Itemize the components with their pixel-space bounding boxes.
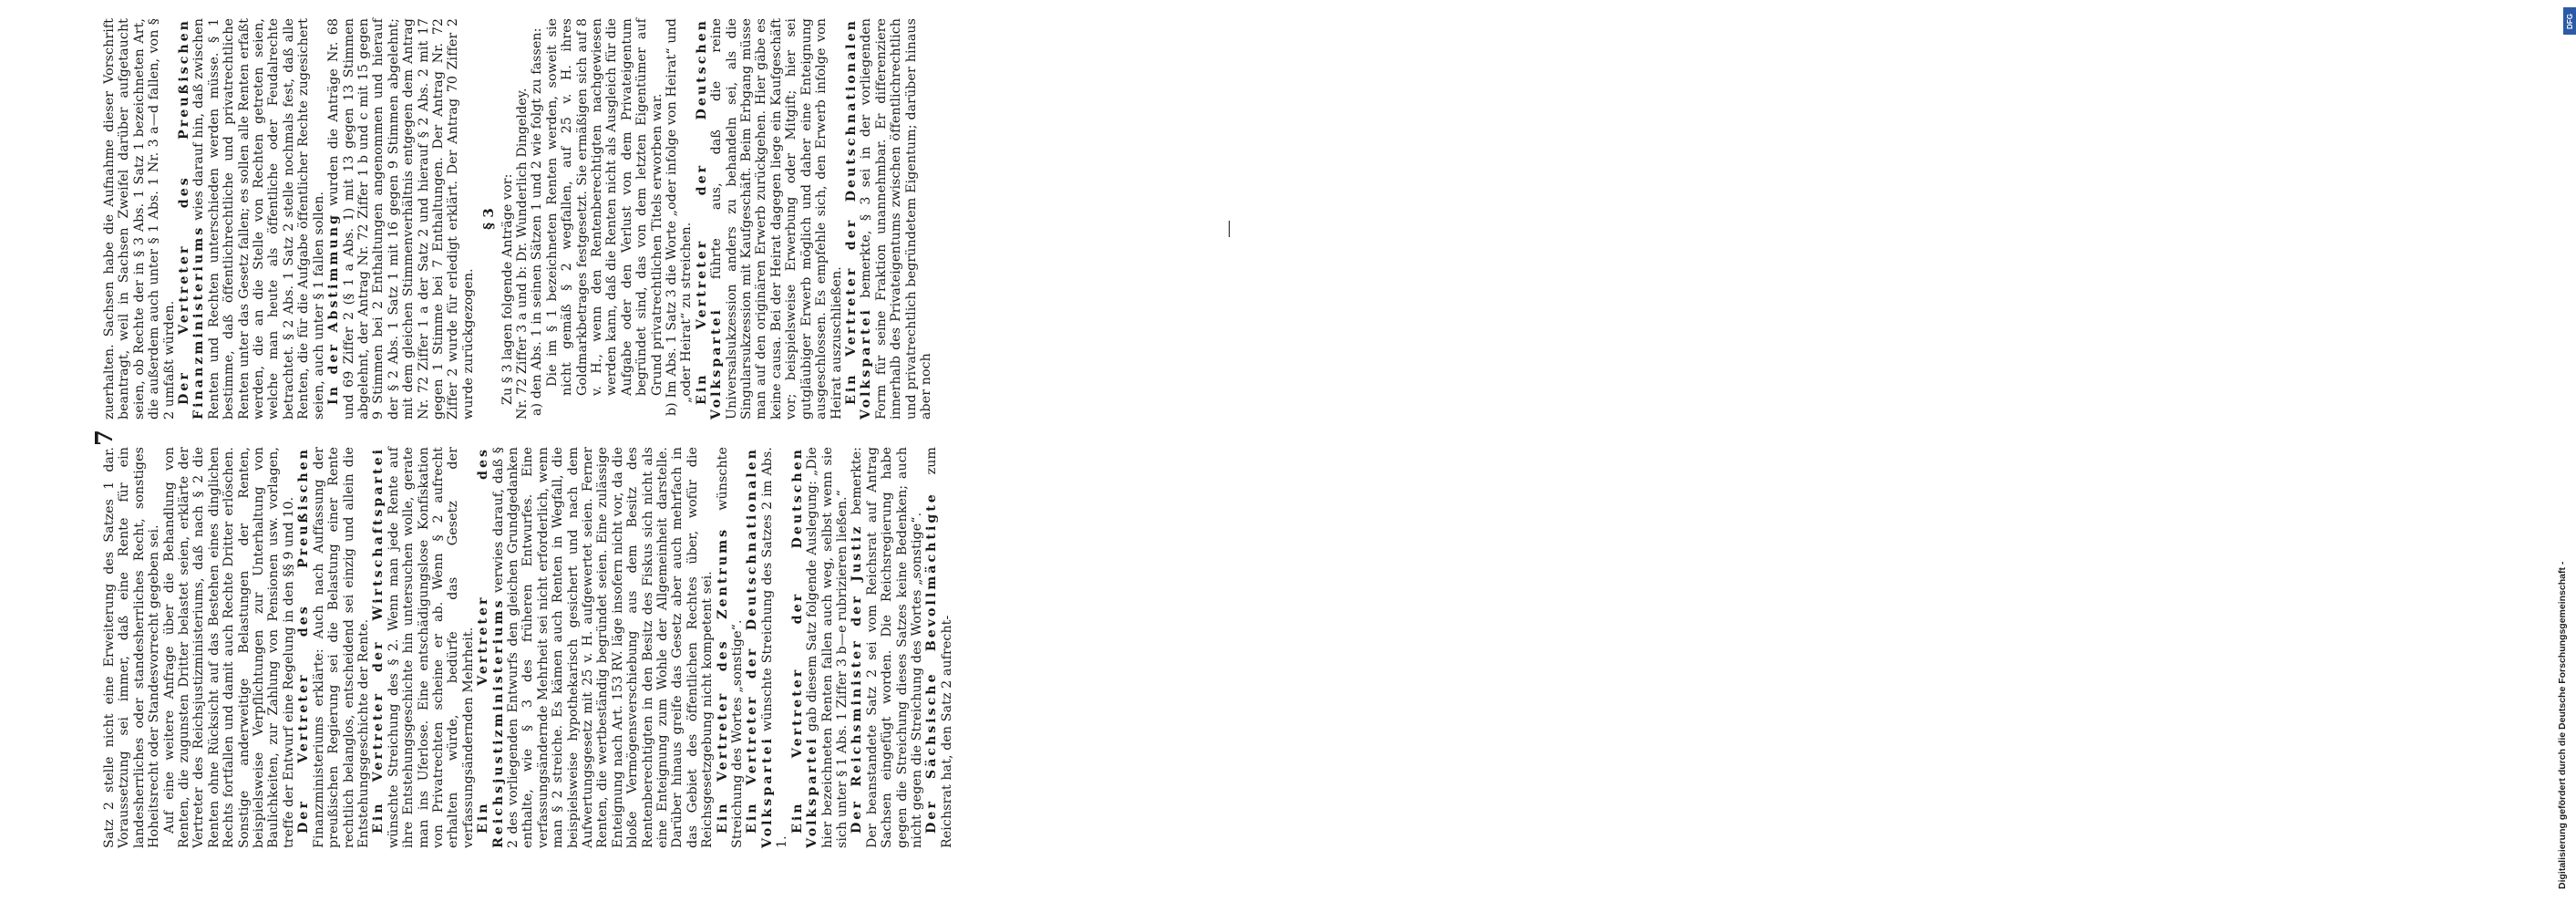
paragraph — [745, 447, 789, 848]
speaker-label: Der Vertreter des Preußischen — [296, 447, 312, 834]
list-item — [665, 18, 695, 420]
right-column — [102, 18, 933, 420]
paragraph-text: zum Reichsrat hat, den Satz 2 aufrecht- — [924, 447, 954, 848]
speaker-label: In der Abstimmung — [326, 212, 342, 405]
paragraph — [326, 18, 476, 420]
speaker-label: Ein Vertreter der Wirtschaftspartei — [371, 447, 386, 834]
paragraph: zuerhalten. Sachsen habe die Aufnahme dieser Vorschrift beantragt, weil in Sachsen Zweifel darüber aufgetaucht seien, ob Rechte der in § 3 Abs. 1 Satz 1 bezeichneten Art, die außerdem auch unter § 1 Abs. 1 Nr. 3 a—d fallen, von § 2 umfaßt würden. — [102, 18, 177, 420]
list-item-text: den Abs. 1 in seinen Sätzen 1 und 2 wie folgt zu fassen: — [530, 27, 545, 399]
speaker-label: Ein Vertreter der Deutschnationalen Volkspartei — [843, 18, 874, 420]
list-item-label: a) — [530, 402, 545, 416]
page-number: 7 — [91, 429, 118, 447]
paragraph — [924, 447, 954, 848]
paragraph: Nr. 72 Ziffer 3 a und b: Dr. Wunderlich Dingeldey. — [514, 88, 530, 420]
paragraph — [177, 18, 326, 420]
page-content — [91, 0, 1240, 876]
paragraph-text: wünschte Streichung des Satzes 2 im Abs. 1. — [759, 447, 790, 848]
paragraph: Satz 2 stelle nicht eine Erweiterung des Satzes 1 dar. Voraussetzung sei immer, daß eine Rente für ein landesherrliches oder standesherrliches Recht, sonstiges Hoheitsrecht oder Standesvorrecht gegeben sei. — [102, 447, 162, 848]
paragraph — [371, 447, 476, 848]
dfg-logo-text: DFG — [2565, 13, 2574, 29]
paragraph-text: bemerkte, § 3 sei in der vorliegenden Form für seine Fraktion unannehmbar. Er differenziere innerhalb des Privateigentums zwischen öffentlichrechtlich und privatrechtlich begründetem Eigentum; darüber hinaus aber noch — [859, 18, 933, 420]
speaker-label: Ein Vertreter des Reichsjustizministeriums — [476, 447, 506, 848]
paragraph-text: führte aus, daß die reine Universalsukzession anders zu behandeln sei, als die Singularsukzession mit Kaufgeschäft. Beim Erbgang müsse man auf den originären Erwerb zurückgehen. Hier gäbe es keine causa. Bei der Heirat dagegen liege ein Kaufgeschäft vor; beispielsweise Erwerbung oder Mitgift; hier sei gutgläubiger Erwerb möglich und daher eine Enteignung ausgeschlossen. Es empfehle sich, den Erwerb infolge von Heirat auszuschließen. — [709, 18, 844, 420]
paragraph-text: wünschte Streichung des Wortes „sonstige“. — [715, 447, 746, 848]
digitization-note: Digitalisierung gefördert durch die Deutsche Forschungsgemeinschaft - — [2557, 561, 2568, 889]
paragraph-text: wies darauf hin, daß zwischen Renten und Rechten unterschieden werden müsse. § 1 bestimme, daß öffentlichrechtliche und privatrechtliche Renten unter das Gesetz fallen; es sollen alle Renten erfaßt werden, die an die Stelle von Rechten getreten seien, welche man heute als öffentliche oder Feudalrechte betrachtet. § 2 Abs. 1 Satz 2 stelle nochmals fest, daß alle Renten, die für die Aufgabe öffentlicher Rechte zugesichert seien, auch unter § 1 fallen sollen. — [191, 18, 326, 420]
paragraph — [844, 18, 933, 420]
paragraph — [716, 447, 746, 848]
speaker-label: Ein Vertreter der Deutschen Volkspartei — [789, 447, 820, 848]
speaker-label: Ein Vertreter der Deutschnationalen Volkspartei — [745, 447, 775, 848]
paragraph-text: gab diesem Satz folgende Auslegung: „Die hier bezeichneten Renten fallen auch weg, selbst wenn sie sich unter § 1 Abs. 1 Ziffer 3 b—e rubrizieren ließen.“ — [805, 447, 850, 848]
list-item-label: b) — [665, 402, 680, 416]
left-column — [102, 447, 954, 848]
dfg-logo — [2563, 7, 2576, 35]
digitization-footer — [1269, 0, 2574, 912]
paragraph-text: wurden die Anträge Nr. 68 und 69 Ziffer 2 (§ 1 a Abs. 1) mit 13 gegen 13 Stimmen abgelehnt, der Antrag Nr. 72 Ziffer 1 b und c mit 15 gegen 9 Stimmen bei 2 Enthaltungen angenommen und hierauf der § 2 Abs. 1 Satz 1 mit 16 gegen 9 Stimmen abgelehnt; mit dem gleichen Stimmenverhältnis entgegen dem Antrag Nr. 72 Ziffer 1 a der Satz 2 und hierauf § 2 Abs. 2 mit 17 gegen 1 Stimme bei 7 Enthaltungen. Der Antrag Nr. 72 Ziffer 2 wurde für erledigt erklärt. Der Antrag 70 Ziffer 2 wurde zurückgezogen. — [326, 18, 476, 420]
scanned-page — [91, 0, 1240, 876]
paragraph — [476, 447, 716, 848]
page-end-rule — [1229, 221, 1230, 237]
speaker-label: Der Reichsminister der Justiz — [850, 523, 865, 834]
quoted-text: Die im § 1 bezeichneten Renten werden, soweit sie nicht gemäß § 2 wegfallen, auf 25 v. H. ihres Goldmarkbetrages festgesetzt. Sie ermäßigen sich auf 8 v. H., wenn den Rentenberechtigten nachgewiesen werden kann, daß die Renten nicht als Ausgleich für die Aufgabe oder den Verlust von dem Privateigentum begründet sind, das von dem letzten Eigentümer auf Grund privatrechtlichen Titels erworben war. — [544, 18, 665, 396]
paragraph — [790, 447, 850, 848]
speaker-label: Ein Vertreter des Zentrums — [715, 526, 730, 834]
list-item-text: Im Abs. 1 Satz 3 die Worte „oder infolge von Heirat“ und „oder Heirat“ zu streichen. — [665, 18, 695, 403]
paragraph — [695, 18, 844, 420]
speaker-label: Der Sächsische Bevollmächtigte — [924, 492, 940, 834]
paragraph-text: wünschte Streichung des § 2. Wenn man jede Rente auf ihre Entstehungsgeschichte hin untersuchen wolle, gerate man ins Uferlose. Eine entschädigungslose Konfiskation von Privatrechten scheine er ab. Wenn § 2 aufrecht erhalten würde, bedürfe das Gesetz der verfassungsändernden Mehrheit. — [386, 447, 476, 848]
paragraph-text: verwies darauf, daß § 2 des vorliegenden Entwurfs den gleichen Grundgedanken enthalte, wie § 3 des früheren Entwurfes. Eine verfassungsändernde Mehrheit sei nicht erforderlich, wenn man § 2 streiche. Es kämen auch Renten in Wegfall, die beispielsweise hypothekarisch gesichert und nach dem Aufwertungsgesetz mit 25 v. H. aufgewertet seien. Ferner Renten, die wertbeständig begründet seien. Eine zulässige Enteignung nach Art. 153 RV. läge insofern nicht vor, da die bloße Vermögensverschiebung aus dem Besitz des Rentenberechtigten in den Besitz des Fiskus sich nicht als eine Enteignung zum Wohle der Allgemeinheit darstelle. Darüber hinaus greife das Gesetz aber auch mehrfach in das Gebiet des öffentlichen Rechtes über, wofür die Reichsgesetzgebung nicht kompetent sei. — [490, 447, 716, 848]
speaker-label: Ein Vertreter der Deutschen Volkspartei — [694, 18, 725, 420]
paragraph-text: bemerkte: Der beanstandete Satz 2 sei vom Reichsrat auf Antrag Sachsen eingefügt worden. Die Reichsregierung habe gegen die Streichung dieses Satzes keine Bedenken; auch nicht gegen die Streichung des Wortes „sonstige“. — [850, 447, 924, 848]
list-item — [530, 18, 544, 420]
paragraph — [296, 447, 371, 848]
paragraph-text: Finanzministeriums erklärte: Auch nach Auffassung der preußischen Regierung sei die Belastung einer Rente rechtlich belanglos, entscheidend sei einzig und allein die Entstehungsgeschichte der Rente. — [311, 447, 371, 848]
speaker-label: Der Vertreter des Preußischen Finanzministeriums — [177, 18, 207, 420]
section-heading: § 3 — [480, 208, 498, 230]
paragraph — [850, 447, 924, 848]
paragraph: Zu § 3 lagen folgende Anträge vor: — [500, 173, 515, 405]
paragraph: Auf eine weitere Anfrage über die Behandlung von Renten, die zugunsten Dritter belastet seien, erklärte der Vertreter des Reichsjustizministeriums, daß nach § 2 die Renten ohne Rücksicht auf das Bestehen eines dinglichen Rechts fortfallen und damit auch Rechte Dritter erlöschen. Sonstige anderweitige Belastungen der Renten, beispielsweise Verpflichtungen zur Unterhaltung von Baulichkeiten, zur Zahlung von Pensionen usw. vorlagen, treffe der Entwurf eine Regelung in den §§ 9 und 10. — [161, 447, 296, 848]
